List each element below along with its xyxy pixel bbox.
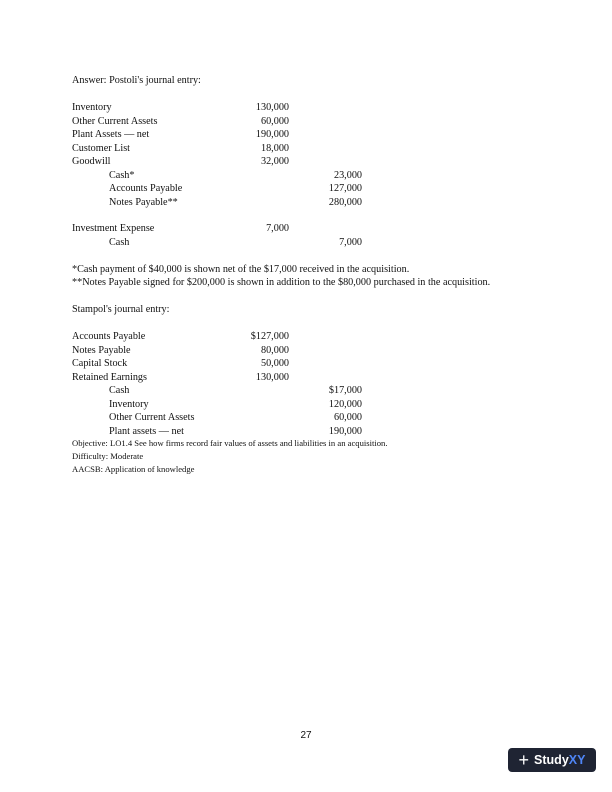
- stampol-heading: Stampol's journal entry:: [72, 304, 170, 315]
- account-name: Investment Expense: [72, 223, 155, 234]
- credit-amount: 120,000: [328, 398, 362, 410]
- debit-amount: 50,000: [260, 358, 289, 369]
- account-name: Notes Payable**: [109, 196, 178, 208]
- account-name: Notes Payable: [72, 344, 131, 356]
- cash-footnote: *Cash payment of $40,000 is shown net of the $17,000 received in the acquisition.: [72, 264, 410, 275]
- account-name: Customer List: [72, 142, 131, 154]
- credit-amount: 190,000: [328, 425, 362, 437]
- notes-payable-footnote: **Notes Payable signed for $200,000 is shown in addition to the $80,000 purchased in the acquisition.: [72, 277, 491, 288]
- brand-accent-text: XY: [568, 753, 586, 767]
- debit-amount: 32,000: [260, 156, 289, 167]
- debit-amount: 130,000: [255, 102, 289, 113]
- debit-amount: 130,000: [255, 371, 289, 383]
- credit-amount: 7,000: [339, 236, 362, 248]
- account-name: Accounts Payable: [109, 183, 183, 194]
- account-name: Plant assets — net: [109, 425, 184, 437]
- debit-amount: 7,000: [266, 223, 289, 234]
- studyxy-logo: [508, 748, 596, 772]
- account-name: Retained Earnings: [72, 371, 147, 383]
- account-name: Cash: [109, 236, 130, 248]
- brand-text: Study: [534, 753, 569, 767]
- account-name: Inventory: [109, 398, 149, 410]
- debit-amount: $127,000: [250, 331, 289, 342]
- account-name: Accounts Payable: [72, 331, 146, 342]
- account-name: Cash*: [109, 169, 135, 181]
- debit-amount: 18,000: [260, 142, 289, 154]
- objective-line: Objective: LO1.4 See how firms record fair values of assets and liabilities in an acquisition.: [72, 438, 388, 448]
- account-name: Plant Assets — net: [72, 129, 150, 140]
- debit-amount: 80,000: [260, 344, 289, 356]
- credit-amount: 127,000: [328, 183, 362, 194]
- credit-amount: 280,000: [328, 196, 362, 208]
- debit-amount: 190,000: [255, 129, 289, 140]
- account-name: Goodwill: [72, 156, 111, 167]
- account-name: Other Current Assets: [109, 412, 195, 423]
- credit-amount: 23,000: [333, 169, 362, 181]
- page-number: 27: [300, 730, 312, 741]
- aacsb-line: AACSB: Application of knowledge: [72, 464, 195, 474]
- credit-amount: 60,000: [333, 412, 362, 423]
- account-name: Capital Stock: [72, 358, 128, 369]
- account-name: Cash: [109, 385, 130, 396]
- answer-heading: Answer: Postoli's journal entry:: [72, 75, 201, 86]
- plus-icon: +: [518, 750, 530, 770]
- account-name: Other Current Assets: [72, 115, 158, 127]
- difficulty-line: Difficulty: Moderate: [72, 451, 144, 461]
- credit-amount: $17,000: [328, 385, 362, 396]
- account-name: Inventory: [72, 102, 112, 113]
- debit-amount: 60,000: [260, 115, 289, 127]
